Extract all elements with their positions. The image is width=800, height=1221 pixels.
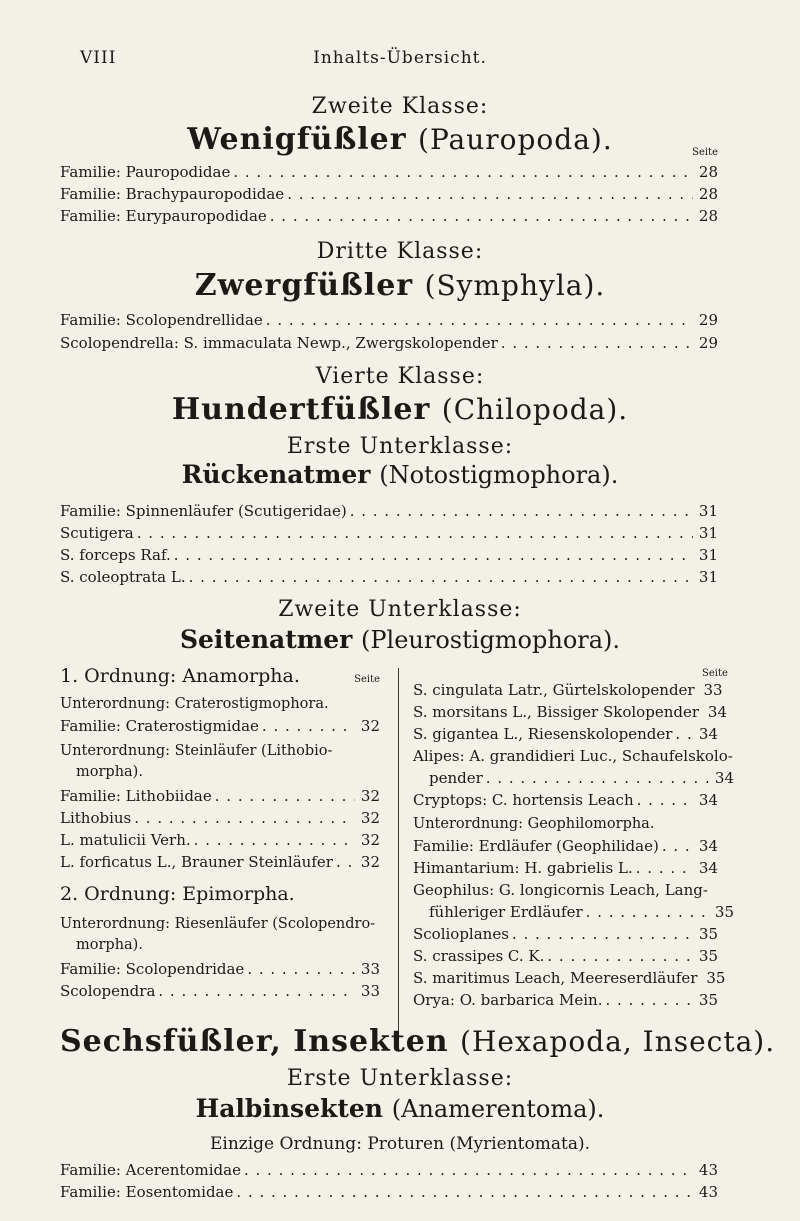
entry-page: 32 bbox=[360, 831, 380, 849]
toc-entry bbox=[60, 853, 380, 871]
entry-page: 34 bbox=[698, 837, 718, 855]
toc-entry bbox=[60, 717, 380, 735]
subclass-label: Erste Unterklasse: bbox=[286, 434, 514, 459]
class-name: Sechsfüßler, Insekten bbox=[60, 1024, 449, 1059]
class-latin: (Hexapoda, Insecta). bbox=[460, 1025, 776, 1058]
toc-entry bbox=[60, 546, 718, 564]
entry-page: 33 bbox=[360, 982, 380, 1000]
subclass-heading bbox=[60, 625, 740, 654]
entry-page: 34 bbox=[698, 791, 718, 809]
subclass-heading bbox=[60, 1094, 740, 1123]
entry-text: Himantarium: H. gabrielis L. bbox=[413, 859, 633, 877]
entry-text: Lithobius bbox=[60, 809, 132, 827]
entry-text: Scolioplanes bbox=[413, 925, 509, 943]
toc-entry bbox=[60, 502, 718, 520]
entry-page: 32 bbox=[360, 717, 380, 735]
entry-text: S. crassipes C. K. bbox=[413, 947, 545, 965]
toc-entry bbox=[60, 809, 380, 827]
entry-page: 32 bbox=[360, 809, 380, 827]
class-heading bbox=[60, 268, 740, 303]
toc-entry bbox=[60, 568, 718, 586]
class-heading bbox=[60, 392, 740, 427]
toc-entry bbox=[413, 703, 728, 721]
entry-text: S. gigantea L., Riesenskolopender bbox=[413, 725, 673, 743]
toc-entry-cont bbox=[413, 769, 734, 787]
entry-text: Familie: Brachypauropodidae bbox=[60, 185, 285, 203]
toc-entry bbox=[60, 831, 380, 849]
entry-page: 43 bbox=[698, 1161, 718, 1179]
page-column-label: Seite bbox=[692, 147, 718, 158]
subclass-latin: (Anamerentoma). bbox=[391, 1095, 605, 1123]
entry-text: Familie: Lithobiidae bbox=[60, 787, 212, 805]
subclass-name: Seitenatmer bbox=[179, 625, 353, 654]
entry-text: L. forficatus L., Brauner Steinläufer bbox=[60, 853, 333, 871]
class-label: Vierte Klasse: bbox=[315, 364, 485, 389]
toc-entry bbox=[60, 334, 718, 352]
entry-text: Familie: Spinnenläufer (Scutigeridae) bbox=[60, 502, 347, 520]
entry-text: Orya: O. barbarica Mein. bbox=[413, 991, 603, 1009]
entry-text: Alipes: A. grandidieri Luc., Schaufelskolo- bbox=[413, 747, 733, 765]
page-column-label: Seite bbox=[702, 668, 728, 679]
class-latin: (Pauropoda). bbox=[418, 123, 613, 156]
entry-page: 28 bbox=[698, 163, 718, 181]
entry-page: 32 bbox=[360, 787, 380, 805]
subclass-name: Rückenatmer bbox=[181, 460, 371, 489]
order-heading bbox=[60, 666, 380, 690]
toc-entry-cont bbox=[413, 903, 734, 921]
toc-entry bbox=[60, 982, 380, 1000]
entry-text: Scutigera bbox=[60, 524, 134, 542]
entry-text: Familie: Scolopendridae bbox=[60, 960, 245, 978]
entry-page: 31 bbox=[698, 524, 718, 542]
entry-text: Familie: Acerentomidae bbox=[60, 1161, 241, 1179]
suborder-heading-cont: morpha). bbox=[76, 764, 143, 780]
suborder-heading-cont: morpha). bbox=[76, 937, 143, 953]
running-head bbox=[80, 48, 720, 78]
toc-entry bbox=[60, 1183, 718, 1201]
class-name: Hundertfüßler bbox=[171, 392, 431, 427]
page-column-label: Seite bbox=[354, 674, 380, 685]
suborder-heading: Unterordnung: Riesenläufer (Scolopendro- bbox=[60, 916, 376, 932]
entry-text: Geophilus: G. longicornis Leach, Lang- bbox=[413, 881, 708, 899]
toc-entry bbox=[413, 991, 718, 1009]
class-latin: (Chilopoda). bbox=[441, 393, 629, 426]
toc-entry bbox=[413, 837, 718, 855]
entry-page: 33 bbox=[703, 681, 723, 699]
toc-entry bbox=[413, 881, 718, 899]
entry-text: Familie: Scolopendrellidae bbox=[60, 311, 263, 329]
column-divider bbox=[398, 668, 399, 1052]
toc-entry bbox=[413, 791, 718, 809]
class-latin: (Symphyla). bbox=[424, 269, 606, 302]
entry-text: L. matulicii Verh. bbox=[60, 831, 191, 849]
entry-page: 29 bbox=[698, 311, 718, 329]
entry-text: S. coleoptrata L. bbox=[60, 568, 186, 586]
toc-entry bbox=[60, 1161, 718, 1179]
running-title: Inhalts-Übersicht. bbox=[313, 48, 487, 68]
class-heading bbox=[60, 122, 740, 157]
entry-page: 31 bbox=[698, 568, 718, 586]
entry-text: S. cingulata Latr., Gürtelskolopender bbox=[413, 681, 695, 699]
entry-page: 28 bbox=[698, 185, 718, 203]
toc-entry bbox=[413, 725, 718, 743]
entry-page: 35 bbox=[698, 947, 718, 965]
entry-text: fühleriger Erdläufer bbox=[429, 903, 583, 921]
entry-page: 29 bbox=[698, 334, 718, 352]
class-label: Dritte Klasse: bbox=[316, 239, 484, 264]
suborder-heading: Unterordnung: Craterostigmophora. bbox=[60, 696, 329, 712]
subclass-name: Halbinsekten bbox=[195, 1094, 383, 1123]
toc-entry bbox=[60, 787, 380, 805]
toc-entry bbox=[60, 311, 718, 329]
suborder-heading: Unterordnung: Steinläufer (Lithobio- bbox=[60, 743, 333, 759]
page-folio: VIII bbox=[80, 48, 117, 68]
entry-text: pender bbox=[429, 769, 483, 787]
entry-page: 43 bbox=[698, 1183, 718, 1201]
entry-text: Scolopendrella: S. immaculata Newp., Zwergskolopender bbox=[60, 334, 498, 352]
toc-entry bbox=[60, 524, 718, 542]
class-name: Zwergfüßler bbox=[194, 268, 414, 303]
suborder-heading: Unterordnung: Geophilomorpha. bbox=[413, 816, 655, 832]
entry-text: Familie: Erdläufer (Geophilidae) bbox=[413, 837, 659, 855]
entry-page: 35 bbox=[706, 969, 726, 987]
entry-text: Familie: Eosentomidae bbox=[60, 1183, 234, 1201]
entry-page: 31 bbox=[698, 546, 718, 564]
toc-entry bbox=[60, 960, 380, 978]
entry-page: 34 bbox=[707, 703, 728, 721]
entry-page: 35 bbox=[698, 925, 718, 943]
toc-entry bbox=[413, 747, 733, 765]
class-label: Zweite Klasse: bbox=[311, 94, 489, 119]
order-heading: Einzige Ordnung: Proturen (Myrientomata). bbox=[209, 1134, 590, 1154]
entry-text: S. morsitans L., Bissiger Skolopender bbox=[413, 703, 700, 721]
subclass-label: Zweite Unterklasse: bbox=[278, 597, 522, 622]
order-heading: 2. Ordnung: Epimorpha. bbox=[60, 883, 295, 905]
class-heading bbox=[60, 1024, 776, 1059]
entry-page: 31 bbox=[698, 502, 718, 520]
entry-page: 35 bbox=[714, 903, 734, 921]
entry-page: 34 bbox=[714, 769, 734, 787]
entry-page: 34 bbox=[698, 859, 718, 877]
entry-page: 35 bbox=[698, 991, 718, 1009]
entry-text: S. maritimus Leach, Meereserdläufer bbox=[413, 969, 698, 987]
entry-page: 33 bbox=[360, 960, 380, 978]
toc-entry bbox=[413, 969, 726, 987]
subclass-heading bbox=[60, 460, 740, 489]
toc-entry bbox=[60, 207, 718, 225]
entry-page: 34 bbox=[698, 725, 718, 743]
order-title: 1. Ordnung: Anamorpha. bbox=[60, 665, 300, 687]
subclass-latin: (Pleurostigmophora). bbox=[361, 626, 621, 654]
toc-entry bbox=[413, 947, 718, 965]
toc-entry bbox=[413, 925, 718, 943]
entry-text: Familie: Pauropodidae bbox=[60, 163, 231, 181]
toc-entry bbox=[413, 859, 718, 877]
entry-text: Familie: Craterostigmidae bbox=[60, 717, 259, 735]
entry-text: Familie: Eurypauropodidae bbox=[60, 207, 267, 225]
entry-page: 32 bbox=[360, 853, 380, 871]
entry-text: Scolopendra bbox=[60, 982, 156, 1000]
entry-text: Cryptops: C. hortensis Leach bbox=[413, 791, 634, 809]
toc-entry bbox=[413, 681, 723, 699]
subclass-label: Erste Unterklasse: bbox=[286, 1066, 514, 1091]
toc-entry bbox=[60, 185, 718, 203]
entry-page: 28 bbox=[698, 207, 718, 225]
class-name: Wenigfüßler bbox=[187, 122, 407, 157]
entry-text: S. forceps Raf. bbox=[60, 546, 171, 564]
toc-entry bbox=[60, 163, 718, 181]
subclass-latin: (Notostigmophora). bbox=[379, 461, 619, 489]
